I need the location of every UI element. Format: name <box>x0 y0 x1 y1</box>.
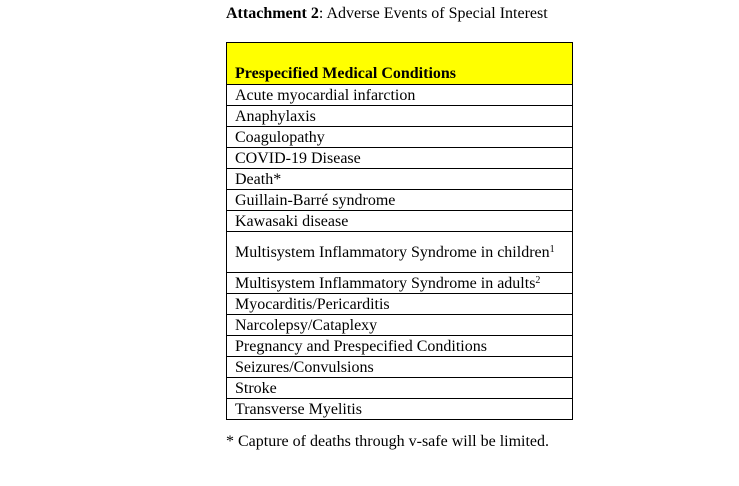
condition-cell <box>227 357 573 378</box>
table-row <box>227 85 573 106</box>
table-row <box>227 211 573 232</box>
condition-label: Kawasaki disease <box>235 212 349 230</box>
condition-label: Coagulopathy <box>235 128 325 146</box>
attachment-subtitle: : Adverse Events of Special Interest <box>318 5 548 22</box>
table-row <box>227 336 573 357</box>
table-row <box>227 127 573 148</box>
attachment-label: Attachment 2 <box>226 5 319 22</box>
table-body <box>227 85 573 420</box>
table-row <box>227 106 573 127</box>
table-row <box>227 273 573 294</box>
table-row <box>227 399 573 420</box>
deaths-footnote: * Capture of deaths through v-safe will be limited. <box>226 433 550 450</box>
condition-cell <box>227 148 573 169</box>
condition-label: Guillain-Barré syndrome <box>235 191 396 209</box>
table-row <box>227 232 573 273</box>
condition-cell <box>227 336 573 357</box>
condition-cell <box>227 169 573 190</box>
table-row <box>227 378 573 399</box>
footnote-marker: 2 <box>535 274 541 286</box>
aesi-table <box>226 42 573 420</box>
condition-cell <box>227 273 573 294</box>
condition-cell <box>227 127 573 148</box>
condition-label: Acute myocardial infarction <box>235 86 416 104</box>
condition-label: Stroke <box>235 379 277 397</box>
condition-label: Multisystem Inflammatory Syndrome in adults <box>235 274 536 292</box>
condition-label: Death* <box>235 170 282 188</box>
table-row <box>227 294 573 315</box>
condition-cell <box>227 211 573 232</box>
table-header-row <box>227 43 573 85</box>
condition-label: Multisystem Inflammatory Syndrome in children <box>235 243 550 261</box>
table-header: Prespecified Medical Conditions <box>227 43 573 85</box>
condition-cell <box>227 85 573 106</box>
condition-cell <box>227 315 573 336</box>
condition-cell <box>227 232 573 273</box>
table-row <box>227 315 573 336</box>
condition-label: Seizures/Convulsions <box>235 358 374 376</box>
table-row <box>227 148 573 169</box>
attachment-title <box>226 4 548 24</box>
condition-label: COVID-19 Disease <box>235 149 361 167</box>
table-row <box>227 190 573 211</box>
condition-cell <box>227 190 573 211</box>
condition-label: Pregnancy and Prespecified Conditions <box>235 337 487 355</box>
condition-label: Anaphylaxis <box>235 107 316 125</box>
condition-label: Transverse Myelitis <box>235 400 362 418</box>
table-row <box>227 169 573 190</box>
condition-label: Myocarditis/Pericarditis <box>235 295 390 313</box>
condition-label: Narcolepsy/Cataplexy <box>235 316 378 334</box>
table-row <box>227 357 573 378</box>
footnote-marker: 1 <box>549 243 555 255</box>
condition-cell <box>227 378 573 399</box>
condition-cell <box>227 294 573 315</box>
condition-cell <box>227 399 573 420</box>
condition-cell <box>227 106 573 127</box>
